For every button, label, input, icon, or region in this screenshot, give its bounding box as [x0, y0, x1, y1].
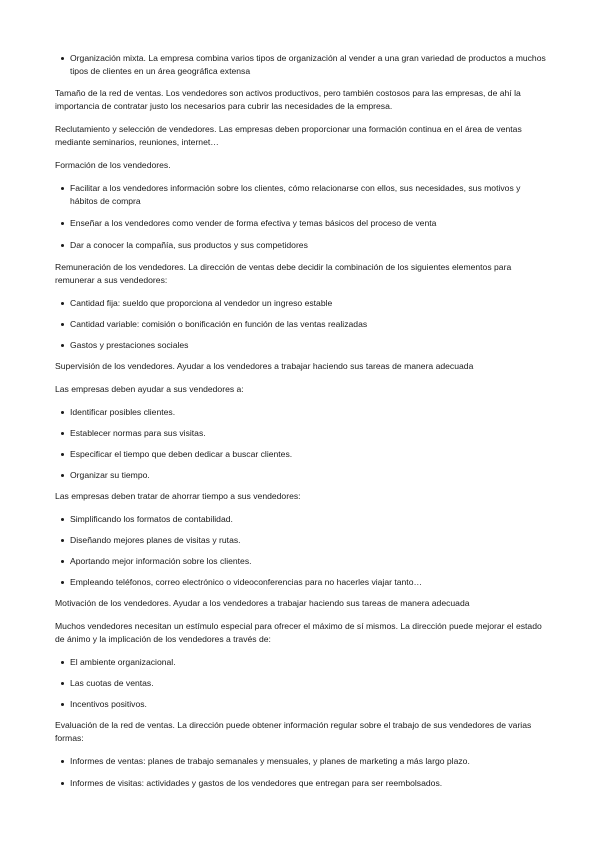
bullet-icon	[61, 518, 64, 521]
list-item: Especificar el tiempo que deben dedicar a buscar clientes.	[55, 448, 547, 461]
paragraph-supervision: Supervisión de los vendedores. Ayudar a los vendedores a trabajar haciendo sus tareas de manera adecuada	[55, 361, 474, 371]
bullet-icon	[61, 323, 64, 326]
ahorrar-bullet-list	[55, 513, 547, 589]
estimulo-bullet-list	[55, 656, 547, 711]
list-item: Diseñando mejores planes de visitas y rutas.	[55, 534, 547, 547]
paragraph-remuneracion: Remuneración de los vendedores. La dirección de ventas debe decidir la combinación de los siguientes elementos para remunerar a sus vendedores:	[55, 262, 512, 285]
bullet-icon	[61, 57, 64, 60]
bullet-icon	[61, 581, 64, 584]
bullet-icon	[61, 474, 64, 477]
list-item: Gastos y prestaciones sociales	[55, 339, 547, 352]
list-item: Las cuotas de ventas.	[55, 677, 547, 690]
list-item: Organizar su tiempo.	[55, 469, 547, 482]
list-item: El ambiente organizacional.	[55, 656, 547, 669]
bullet-icon	[61, 760, 64, 763]
evaluacion-bullet-list	[55, 755, 547, 790]
list-item: Informes de visitas: actividades y gastos de los vendedores que entregan para ser reembolsados.	[55, 777, 547, 790]
paragraph-ahorrar: Las empresas deben tratar de ahorrar tiempo a sus vendedores:	[55, 491, 301, 501]
bullet-icon	[61, 411, 64, 414]
list-item: Aportando mejor información sobre los clientes.	[55, 555, 547, 568]
list-item: Establecer normas para sus visitas.	[55, 427, 547, 440]
intro-bullet-list	[55, 52, 547, 78]
bullet-icon	[61, 661, 64, 664]
paragraph-estimulo: Muchos vendedores necesitan un estímulo especial para ofrecer el máximo de sí mismos. La dirección puede mejorar el estado de ánimo y la implicación de los vendedores a través de:	[55, 621, 542, 644]
list-item: Cantidad variable: comisión o bonificación en función de las ventas realizadas	[55, 318, 547, 331]
bullet-icon	[61, 432, 64, 435]
list-item: Dar a conocer la compañía, sus productos y sus competidores	[55, 239, 547, 252]
list-item: Informes de ventas: planes de trabajo semanales y mensuales, y planes de marketing a más largo plazo.	[55, 755, 547, 768]
remuneracion-bullet-list	[55, 297, 547, 352]
paragraph-tamano: Tamaño de la red de ventas. Los vendedores son activos productivos, pero también costosos para las empresas, de ahí la importancia de contratar justo los necesarios para cubrir las necesidades de la empresa.	[55, 88, 521, 111]
bullet-icon	[61, 453, 64, 456]
list-item: Organización mixta. La empresa combina varios tipos de organización al vender a una gran variedad de productos a muchos tipos de clientes en un área geográfica extensa	[55, 52, 547, 78]
bullet-icon	[61, 187, 64, 190]
list-item: Incentivos positivos.	[55, 698, 547, 711]
bullet-icon	[61, 682, 64, 685]
list-item: Enseñar a los vendedores como vender de forma efectiva y temas básicos del proceso de venta	[55, 217, 547, 230]
list-item: Empleando teléfonos, correo electrónico o videoconferencias para no hacerles viajar tanto…	[55, 576, 547, 589]
bullet-icon	[61, 302, 64, 305]
bullet-icon	[61, 703, 64, 706]
bullet-icon	[61, 560, 64, 563]
list-item: Identificar posibles clientes.	[55, 406, 547, 419]
paragraph-ayudar: Las empresas deben ayudar a sus vendedores a:	[55, 384, 244, 394]
bullet-icon	[61, 539, 64, 542]
list-item: Facilitar a los vendedores información sobre los clientes, cómo relacionarse con ellos, sus necesidades, sus motivos y hábitos de compra	[55, 182, 547, 208]
formacion-bullet-list	[55, 182, 547, 252]
bullet-icon	[61, 782, 64, 785]
list-item: Cantidad fija: sueldo que proporciona al vendedor un ingreso estable	[55, 297, 547, 310]
list-item: Simplificando los formatos de contabilidad.	[55, 513, 547, 526]
paragraph-formacion: Formación de los vendedores.	[55, 160, 171, 170]
bullet-icon	[61, 244, 64, 247]
paragraph-motivacion: Motivación de los vendedores. Ayudar a los vendedores a trabajar haciendo sus tareas de manera adecuada	[55, 598, 470, 608]
bullet-icon	[61, 222, 64, 225]
paragraph-reclutamiento: Reclutamiento y selección de vendedores. Las empresas deben proporcionar una formación continua en el área de ventas mediante seminarios, reuniones, internet…	[55, 124, 522, 147]
ayudar-bullet-list	[55, 406, 547, 482]
paragraph-evaluacion: Evaluación de la red de ventas. La dirección puede obtener información regular sobre el trabajo de sus vendedores de varias formas:	[55, 720, 532, 743]
document-page	[55, 52, 547, 799]
bullet-icon	[61, 344, 64, 347]
